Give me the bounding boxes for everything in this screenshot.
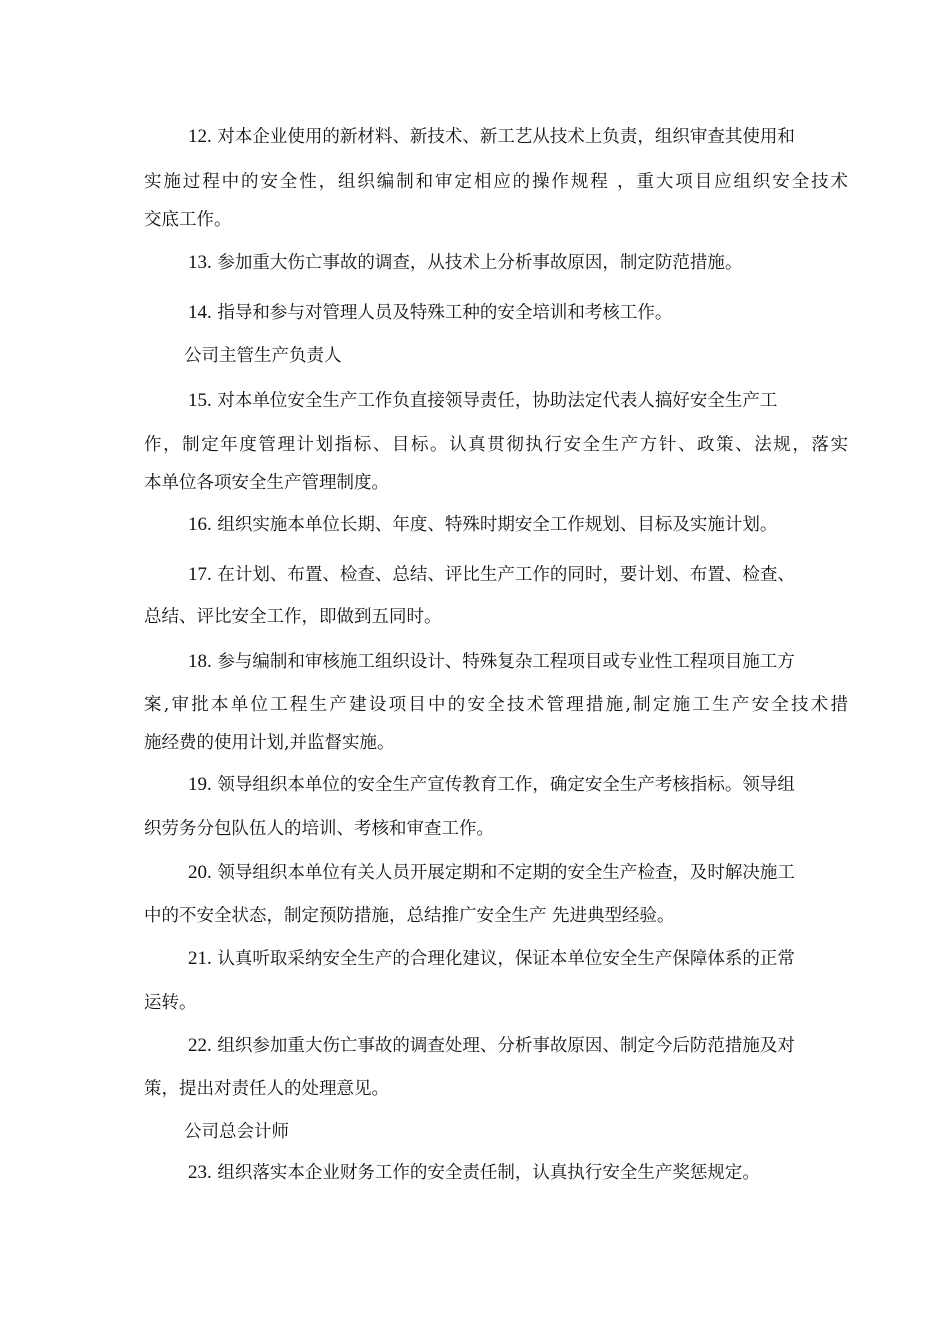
list-item-22-line-1: [188, 1035, 795, 1057]
list-item-12-line-1: [188, 126, 795, 148]
item-number: 22.: [188, 1035, 212, 1056]
item-text: 组织参加重大伤亡事故的调查处理、分析事故原因、制定今后防范措施及对: [217, 1036, 795, 1056]
list-item-12-line-3: 交底工作。: [144, 210, 232, 230]
list-item-21-line-1: [188, 948, 795, 970]
list-item-20-line-2: 中的不安全状态，制定预防措施，总结推广安全生产 先进典型经验。: [144, 906, 675, 926]
list-item-23: [188, 1162, 760, 1184]
list-item-20-line-1: [188, 862, 795, 884]
list-item-15-line-2: 作，制定年度管理计划指标、目标。认真贯彻执行安全生产方针、政策、法规，落实: [144, 435, 848, 455]
list-item-17-line-2: 总结、评比安全工作，即做到五同时。: [144, 607, 442, 627]
item-number: 12.: [188, 126, 212, 147]
item-text: 对本企业使用的新材料、新技术、新工艺从技术上负责，组织审查其使用和: [217, 127, 795, 147]
list-item-21-line-2: 运转。: [144, 993, 197, 1013]
list-item-16: [188, 514, 777, 536]
list-item-17-line-1: [188, 564, 795, 586]
item-number: 15.: [188, 390, 212, 411]
item-number: 18.: [188, 651, 212, 672]
item-number: 19.: [188, 774, 212, 795]
item-text: 领导组织本单位有关人员开展定期和不定期的安全生产检查，及时解决施工: [217, 863, 795, 883]
section-heading: 公司总会计师: [184, 1122, 289, 1142]
item-number: 20.: [188, 862, 212, 883]
list-item-14: [188, 302, 672, 324]
item-number: 17.: [188, 564, 212, 585]
item-number: 21.: [188, 948, 212, 969]
list-item-13: [188, 252, 742, 274]
item-text: 参与编制和审核施工组织设计、特殊复杂工程项目或专业性工程项目施工方: [217, 652, 795, 672]
item-text: 对本单位安全生产工作负直接领导责任，协助法定代表人搞好安全生产工: [217, 391, 778, 411]
section-heading: 公司主管生产负责人: [184, 346, 342, 366]
list-item-18-line-1: [188, 651, 795, 673]
item-text: 领导组织本单位的安全生产宣传教育工作，确定安全生产考核指标。领导组: [217, 775, 795, 795]
item-text: 组织落实本企业财务工作的安全责任制，认真执行安全生产奖惩规定。: [217, 1163, 760, 1183]
list-item-19-line-2: 织劳务分包队伍人的培训、考核和审查工作。: [144, 819, 494, 839]
item-number: 16.: [188, 514, 212, 535]
list-item-19-line-1: [188, 774, 795, 796]
item-number: 13.: [188, 252, 212, 273]
item-text: 指导和参与对管理人员及特殊工种的安全培训和考核工作。: [217, 303, 673, 323]
list-item-22-line-2: 策，提出对责任人的处理意见。: [144, 1079, 389, 1099]
list-item-15-line-3: 本单位各项安全生产管理制度。: [144, 473, 389, 493]
item-text: 认真听取采纳安全生产的合理化建议，保证本单位安全生产保障体系的正常: [217, 949, 795, 969]
list-item-18-line-2: 案,审批本单位工程生产建设项目中的安全技术管理措施,制定施工生产安全技术措: [144, 695, 848, 715]
item-number: 14.: [188, 302, 212, 323]
item-number: 23.: [188, 1162, 212, 1183]
item-text: 在计划、布置、检查、总结、评比生产工作的同时，要计划、布置、检查、: [217, 565, 795, 585]
list-item-12-line-2: 实施过程中的安全性，组织编制和审定相应的操作规程 ，重大项目应组织安全技术: [144, 172, 848, 192]
item-text: 参加重大伤亡事故的调查，从技术上分析事故原因，制定防范措施。: [217, 253, 743, 273]
list-item-15-line-1: [188, 390, 777, 412]
item-text: 组织实施本单位长期、年度、特殊时期安全工作规划、目标及实施计划。: [217, 515, 778, 535]
list-item-18-line-3: 施经费的使用计划,并监督实施。: [144, 733, 395, 753]
